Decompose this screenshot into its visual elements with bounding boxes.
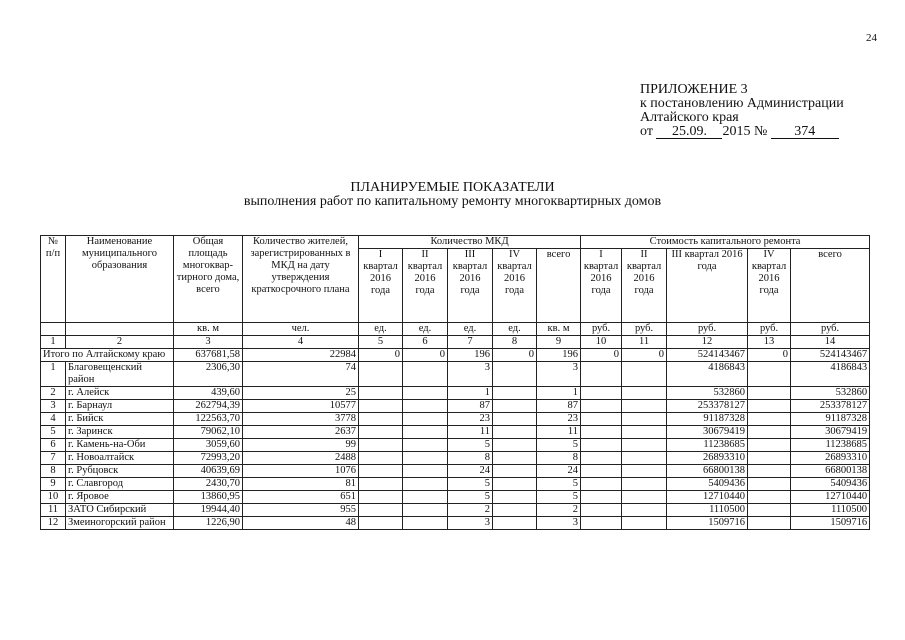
cell-c1 — [581, 478, 622, 491]
table-row — [41, 452, 870, 465]
unit-cell — [66, 323, 174, 336]
cell-c4 — [748, 452, 791, 465]
unit-cell — [41, 323, 66, 336]
cell-c1 — [581, 465, 622, 478]
cell-c4 — [748, 478, 791, 491]
cell-mkd-total: 5 — [537, 491, 581, 504]
column-number: 14 — [791, 336, 870, 349]
cell-cost-total: 30679419 — [791, 426, 870, 439]
cell-c3: 4186843 — [667, 362, 748, 387]
cell-name: г. Бийск — [66, 413, 174, 426]
cell-q1 — [359, 413, 403, 426]
cell-c2 — [622, 426, 667, 439]
header-cost-total: всего — [791, 249, 870, 323]
cell-c3: 66800138 — [667, 465, 748, 478]
cell-q3: 11 — [448, 426, 493, 439]
cell-q3: 3 — [448, 517, 493, 530]
unit-cell: ед. — [448, 323, 493, 336]
cell-name: г. Рубцовск — [66, 465, 174, 478]
cell-c2 — [622, 413, 667, 426]
cell-cost-total: 11238685 — [791, 439, 870, 452]
cell-c1 — [581, 452, 622, 465]
cell-name: ЗАТО Сибирский — [66, 504, 174, 517]
column-number: 9 — [537, 336, 581, 349]
cell-residents: 3778 — [243, 413, 359, 426]
cell-name: г. Камень-на-Оби — [66, 439, 174, 452]
total-mkd: 196 — [537, 349, 581, 362]
cell-residents: 955 — [243, 504, 359, 517]
cell-c3: 12710440 — [667, 491, 748, 504]
decree-year: 2015 — [722, 124, 751, 139]
table-row — [41, 517, 870, 530]
header-cost-q4: IV квартал 2016 года — [748, 249, 791, 323]
table-row — [41, 491, 870, 504]
unit-cell: ед. — [359, 323, 403, 336]
cell-q1 — [359, 504, 403, 517]
cell-cost-total: 4186843 — [791, 362, 870, 387]
cell-mkd-total: 8 — [537, 452, 581, 465]
cell-q2 — [403, 400, 448, 413]
cell-residents: 99 — [243, 439, 359, 452]
cell-area: 3059,60 — [174, 439, 243, 452]
cell-cost-total: 1509716 — [791, 517, 870, 530]
cell-q3: 3 — [448, 362, 493, 387]
cell-name: г. Славгород — [66, 478, 174, 491]
cell-q1 — [359, 517, 403, 530]
cell-cost-total: 91187328 — [791, 413, 870, 426]
cell-area: 439,60 — [174, 387, 243, 400]
cell-q1 — [359, 387, 403, 400]
cell-no: 2 — [41, 387, 66, 400]
cell-c3: 1509716 — [667, 517, 748, 530]
cell-mkd-total: 87 — [537, 400, 581, 413]
cell-c4 — [748, 465, 791, 478]
cell-no: 8 — [41, 465, 66, 478]
cell-no: 6 — [41, 439, 66, 452]
cell-residents: 74 — [243, 362, 359, 387]
cell-q2 — [403, 426, 448, 439]
total-cost: 524143467 — [791, 349, 870, 362]
total-cost-q3: 524143467 — [667, 349, 748, 362]
cell-q1 — [359, 400, 403, 413]
cell-name: г. Яровое — [66, 491, 174, 504]
header-mkd-total: всего — [537, 249, 581, 323]
cell-c4 — [748, 517, 791, 530]
header-no: № п/п — [41, 236, 66, 323]
cell-mkd-total: 3 — [537, 517, 581, 530]
appendix-block — [640, 83, 844, 139]
total-row — [41, 349, 870, 362]
cell-area: 19944,40 — [174, 504, 243, 517]
cell-c1 — [581, 387, 622, 400]
cell-no: 4 — [41, 413, 66, 426]
unit-cell: чел. — [243, 323, 359, 336]
cell-no: 12 — [41, 517, 66, 530]
cell-residents: 2488 — [243, 452, 359, 465]
cell-q1 — [359, 439, 403, 452]
cell-residents: 651 — [243, 491, 359, 504]
total-label: Итого по Алтайскому краю — [41, 349, 174, 362]
cell-q3: 5 — [448, 478, 493, 491]
cell-q4 — [493, 478, 537, 491]
unit-cell: руб. — [667, 323, 748, 336]
cell-c2 — [622, 517, 667, 530]
cell-cost-total: 1110500 — [791, 504, 870, 517]
cell-c2 — [622, 387, 667, 400]
total-cost-q2: 0 — [622, 349, 667, 362]
cell-q3: 87 — [448, 400, 493, 413]
cell-c1 — [581, 400, 622, 413]
cell-no: 9 — [41, 478, 66, 491]
cell-name: г. Алейск — [66, 387, 174, 400]
indicators-table — [40, 235, 870, 530]
cell-c4 — [748, 387, 791, 400]
column-number: 2 — [66, 336, 174, 349]
cell-q4 — [493, 504, 537, 517]
cell-c4 — [748, 426, 791, 439]
unit-cell: ед. — [493, 323, 537, 336]
cell-mkd-total: 5 — [537, 439, 581, 452]
appendix-line-2: к постановлению Администрации — [640, 96, 844, 111]
total-q3: 196 — [448, 349, 493, 362]
cell-q3: 1 — [448, 387, 493, 400]
unit-cell: руб. — [581, 323, 622, 336]
cell-q2 — [403, 517, 448, 530]
unit-cell: руб. — [748, 323, 791, 336]
cell-q1 — [359, 465, 403, 478]
header-mkd-q2: II квартал 2016 года — [403, 249, 448, 323]
cell-c2 — [622, 400, 667, 413]
header-residents: Количество жителей, зарегистрированных в МКД на дату утверждения краткосрочного плана — [243, 236, 359, 323]
cell-no: 11 — [41, 504, 66, 517]
column-number: 7 — [448, 336, 493, 349]
table-row — [41, 478, 870, 491]
appendix-date-line — [640, 125, 844, 139]
cell-mkd-total: 2 — [537, 504, 581, 517]
cell-name: Благовещенский район — [66, 362, 174, 387]
unit-cell: руб. — [791, 323, 870, 336]
cell-q4 — [493, 465, 537, 478]
cell-c1 — [581, 426, 622, 439]
table-row — [41, 465, 870, 478]
table-row — [41, 504, 870, 517]
column-number: 1 — [41, 336, 66, 349]
cell-c3: 30679419 — [667, 426, 748, 439]
cell-cost-total: 532860 — [791, 387, 870, 400]
document-subtitle: выполнения работ по капитальному ремонту многоквартирных домов — [243, 194, 662, 209]
cell-residents: 10577 — [243, 400, 359, 413]
header-mkd-q1: I квартал 2016 года — [359, 249, 403, 323]
cell-area: 122563,70 — [174, 413, 243, 426]
header-cost-group: Стоимость капитального ремонта — [581, 236, 870, 249]
cell-q3: 5 — [448, 439, 493, 452]
cell-area: 40639,69 — [174, 465, 243, 478]
cell-cost-total: 253378127 — [791, 400, 870, 413]
column-number: 5 — [359, 336, 403, 349]
column-number: 10 — [581, 336, 622, 349]
cell-c4 — [748, 362, 791, 387]
cell-c3: 26893310 — [667, 452, 748, 465]
cell-residents: 48 — [243, 517, 359, 530]
page-number: 24 — [866, 32, 877, 44]
cell-q4 — [493, 426, 537, 439]
unit-cell: ед. — [403, 323, 448, 336]
column-number: 6 — [403, 336, 448, 349]
decree-date: 25.09. — [656, 125, 722, 139]
cell-no: 7 — [41, 452, 66, 465]
cell-q2 — [403, 465, 448, 478]
cell-c1 — [581, 491, 622, 504]
column-numbers-row — [41, 336, 870, 349]
header-mkd-q4: IV квартал 2016 года — [493, 249, 537, 323]
column-number: 11 — [622, 336, 667, 349]
appendix-title: ПРИЛОЖЕНИЕ 3 — [640, 82, 748, 97]
cell-c3: 91187328 — [667, 413, 748, 426]
cell-no: 10 — [41, 491, 66, 504]
cell-name: Змеиногорский район — [66, 517, 174, 530]
table-body — [41, 362, 870, 530]
cell-name: г. Заринск — [66, 426, 174, 439]
cell-mkd-total: 5 — [537, 478, 581, 491]
cell-q1 — [359, 362, 403, 387]
cell-c2 — [622, 504, 667, 517]
header-cost-q1: I квартал 2016 года — [581, 249, 622, 323]
cell-area: 1226,90 — [174, 517, 243, 530]
cell-area: 2306,30 — [174, 362, 243, 387]
total-q4: 0 — [493, 349, 537, 362]
cell-no: 3 — [41, 400, 66, 413]
cell-c3: 11238685 — [667, 439, 748, 452]
appendix-line-3: Алтайского края — [640, 110, 739, 125]
header-row-1 — [41, 236, 870, 249]
header-name: Наименование муниципального образования — [66, 236, 174, 323]
unit-cell: руб. — [622, 323, 667, 336]
cell-q2 — [403, 478, 448, 491]
cell-area: 72993,20 — [174, 452, 243, 465]
cell-cost-total: 5409436 — [791, 478, 870, 491]
table-row — [41, 413, 870, 426]
column-number: 4 — [243, 336, 359, 349]
cell-q1 — [359, 491, 403, 504]
cell-area: 79062,10 — [174, 426, 243, 439]
cell-q1 — [359, 478, 403, 491]
table-row — [41, 400, 870, 413]
cell-mkd-total: 3 — [537, 362, 581, 387]
column-number: 13 — [748, 336, 791, 349]
header-mkd-q3: III квартал 2016 года — [448, 249, 493, 323]
cell-residents: 2637 — [243, 426, 359, 439]
cell-mkd-total: 1 — [537, 387, 581, 400]
cell-c2 — [622, 491, 667, 504]
cell-c4 — [748, 491, 791, 504]
table-row — [41, 426, 870, 439]
cell-c1 — [581, 362, 622, 387]
cell-q4 — [493, 413, 537, 426]
total-cost-q4: 0 — [748, 349, 791, 362]
cell-cost-total: 66800138 — [791, 465, 870, 478]
cell-q2 — [403, 504, 448, 517]
cell-c4 — [748, 504, 791, 517]
cell-q4 — [493, 439, 537, 452]
cell-mkd-total: 11 — [537, 426, 581, 439]
cell-q3: 24 — [448, 465, 493, 478]
cell-residents: 81 — [243, 478, 359, 491]
cell-area: 2430,70 — [174, 478, 243, 491]
document-title: ПЛАНИРУЕМЫЕ ПОКАЗАТЕЛИ — [350, 180, 555, 195]
table-row — [41, 439, 870, 452]
cell-mkd-total: 24 — [537, 465, 581, 478]
cell-q2 — [403, 452, 448, 465]
cell-no: 5 — [41, 426, 66, 439]
cell-q3: 2 — [448, 504, 493, 517]
cell-c3: 5409436 — [667, 478, 748, 491]
header-cost-q3: III квартал 2016 года — [667, 249, 748, 323]
cell-q4 — [493, 387, 537, 400]
column-number: 3 — [174, 336, 243, 349]
total-residents: 22984 — [243, 349, 359, 362]
cell-c1 — [581, 413, 622, 426]
column-number: 12 — [667, 336, 748, 349]
unit-cell: кв. м — [174, 323, 243, 336]
decree-number: 374 — [771, 125, 839, 139]
from-label: от — [640, 124, 653, 139]
cell-q2 — [403, 362, 448, 387]
table-row — [41, 387, 870, 400]
cell-c3: 1110500 — [667, 504, 748, 517]
cell-mkd-total: 23 — [537, 413, 581, 426]
cell-q3: 8 — [448, 452, 493, 465]
units-row — [41, 323, 870, 336]
cell-q4 — [493, 362, 537, 387]
cell-q4 — [493, 491, 537, 504]
column-number: 8 — [493, 336, 537, 349]
cell-q2 — [403, 387, 448, 400]
cell-c1 — [581, 439, 622, 452]
cell-q3: 23 — [448, 413, 493, 426]
cell-c3: 532860 — [667, 387, 748, 400]
cell-c3: 253378127 — [667, 400, 748, 413]
cell-residents: 1076 — [243, 465, 359, 478]
cell-cost-total: 26893310 — [791, 452, 870, 465]
unit-cell: кв. м — [537, 323, 581, 336]
cell-name: г. Барнаул — [66, 400, 174, 413]
cell-cost-total: 12710440 — [791, 491, 870, 504]
cell-c4 — [748, 413, 791, 426]
header-cost-q2: II квартал 2016 года — [622, 249, 667, 323]
cell-name: г. Новоалтайск — [66, 452, 174, 465]
cell-area: 13860,95 — [174, 491, 243, 504]
header-area: Общая площадь многоквар-тирного дома, всего — [174, 236, 243, 323]
cell-q3: 5 — [448, 491, 493, 504]
total-cost-q1: 0 — [581, 349, 622, 362]
table-row — [41, 362, 870, 387]
cell-q4 — [493, 452, 537, 465]
cell-q2 — [403, 413, 448, 426]
total-q2: 0 — [403, 349, 448, 362]
cell-c2 — [622, 465, 667, 478]
header-mkd-group: Количество МКД — [359, 236, 581, 249]
cell-c2 — [622, 439, 667, 452]
cell-q2 — [403, 439, 448, 452]
total-q1: 0 — [359, 349, 403, 362]
cell-c4 — [748, 400, 791, 413]
cell-c2 — [622, 452, 667, 465]
cell-c1 — [581, 517, 622, 530]
cell-c2 — [622, 362, 667, 387]
cell-q1 — [359, 426, 403, 439]
cell-q4 — [493, 400, 537, 413]
cell-c2 — [622, 478, 667, 491]
cell-q4 — [493, 517, 537, 530]
cell-residents: 25 — [243, 387, 359, 400]
cell-c1 — [581, 504, 622, 517]
cell-no: 1 — [41, 362, 66, 387]
cell-area: 262794,39 — [174, 400, 243, 413]
cell-q1 — [359, 452, 403, 465]
cell-q2 — [403, 491, 448, 504]
cell-c4 — [748, 439, 791, 452]
number-label: № — [753, 124, 768, 139]
total-area: 637681,58 — [174, 349, 243, 362]
